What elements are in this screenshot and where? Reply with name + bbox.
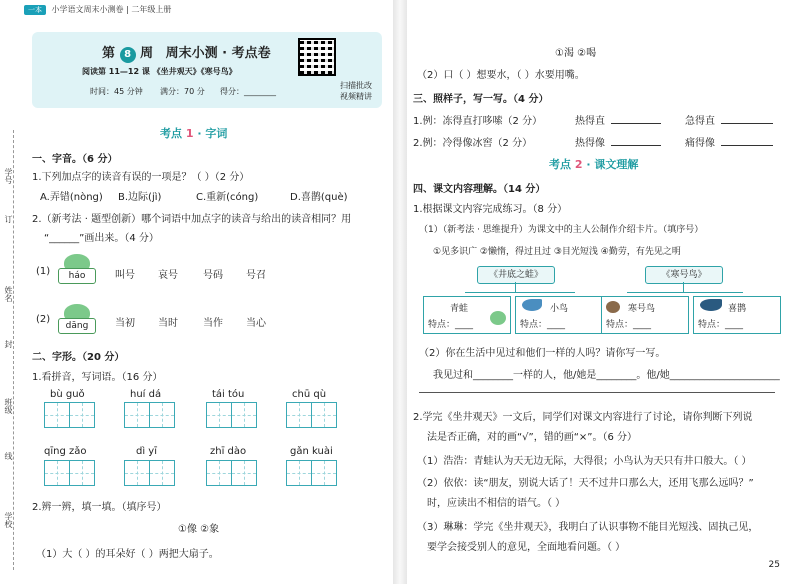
pinyin-7: zhī dào (210, 446, 247, 457)
frog-icon (58, 302, 96, 336)
class-label: 班级 (4, 398, 13, 414)
word-2-3[interactable]: 当作 (203, 318, 223, 329)
connector (515, 282, 516, 292)
brand-logo: 一本 (24, 5, 46, 15)
choice-ke: ①渴 ②喝 (555, 48, 597, 59)
qr-text-2: 视频精讲 (340, 92, 372, 101)
judge-3[interactable]: （3）琳琳：学完《坐井观天》，我明白了认识事物不能目光短浅、固执己见， (417, 522, 759, 533)
writing-grid[interactable] (286, 402, 336, 428)
pinyin-2: huí dá (130, 389, 162, 400)
word-1-4[interactable]: 号召 (246, 270, 266, 281)
header: 一本 小学语文周末小测卷 | 二年级上册 (24, 4, 171, 15)
right-page (405, 0, 800, 584)
question-4-1: （1）大（ ）的耳朵好（ ）两把大扇子。 (36, 549, 219, 560)
book-tag-2: 《寒号鸟》 (645, 266, 723, 284)
test-title: 周末小测 · 考点卷 (165, 46, 271, 61)
connector (683, 282, 684, 292)
magpie-icon (700, 299, 722, 311)
banner-subtitle: 阅读第 11—12 课 《坐井观天》《寒号鸟》 (82, 67, 237, 76)
frog-icon (58, 252, 96, 286)
question-4: 2.辨一辨，填一填。（填序号） (32, 502, 167, 513)
question-5-1: （1）（新考法 · 思维提升）为课文中的主人公制作介绍卡片。（填序号） (419, 225, 704, 235)
card-bird-name: 小鸟 (550, 304, 569, 314)
judge-2[interactable]: （2）依依：读“朋友，别说大话了！天不过井口那么大，还用飞那么远吗？” (417, 478, 754, 489)
example-1-b: 急得直 (685, 116, 715, 127)
connector (465, 292, 575, 293)
trait-options: ①见多识广 ②懒惰，得过且过 ③目光短浅 ④勤劳，有先见之明 (433, 247, 681, 257)
qr-text-1: 扫描批改 (340, 81, 372, 90)
word-1-1[interactable]: 叫号 (115, 270, 135, 281)
connector (627, 292, 743, 293)
left-page (0, 0, 395, 584)
card-hanhao (601, 296, 689, 334)
title-banner (32, 32, 382, 108)
writing-grid[interactable] (124, 460, 174, 486)
header-grade: 二年级上册 (131, 5, 172, 14)
bird-icon (522, 299, 542, 311)
pinyin-8: gǎn kuài (290, 446, 333, 457)
q1-option-a[interactable]: A.弄错(nòng) (40, 192, 103, 203)
word-1-2[interactable]: 哀号 (158, 270, 178, 281)
question-6-cont: 法是否正确，对的画“√”，错的画“×”。（6 分） (427, 432, 638, 443)
answer-line[interactable] (721, 123, 773, 124)
writing-grid[interactable] (286, 460, 336, 486)
writing-grid[interactable] (206, 402, 256, 428)
pinyin-4: chū qù (292, 389, 327, 400)
q1-option-d[interactable]: D.喜鹊(què) (290, 192, 348, 203)
section-heading-1: 考点 1 · 字词 (160, 127, 228, 140)
binding-mark: 线 (4, 452, 13, 460)
question-5-2-fill[interactable]: 我见过和________一样的人，他/她是________。他/她______________________ (433, 370, 780, 381)
question-3: 1.看拼音，写词语。（16 分） (32, 372, 163, 383)
banner-score: 满分：70 分 (160, 87, 205, 96)
card-bird (515, 296, 603, 334)
fill-2: （2）口（ ）想要水，（ ）水要用嘴。 (417, 70, 585, 81)
section-examples: 三、照样子，写一写。（4 分） (413, 94, 549, 105)
binding-mark: 订 (4, 215, 13, 223)
section-comprehension: 四、课文内容理解。（14 分） (413, 184, 546, 195)
card-frog-trait[interactable]: 特点：____ (428, 320, 474, 330)
q1-option-c[interactable]: C.重新(cóng) (196, 192, 259, 203)
week-title: 第 8 周 周末小测 · 考点卷 (102, 46, 271, 61)
row-1-label: (1) (36, 266, 51, 277)
section-heading-2: 考点 2 · 课文理解 (549, 158, 639, 171)
question-2-cont: “______”画出来。（4 分） (44, 233, 159, 244)
student-number-label: 学号 (4, 168, 13, 184)
question-2: 2.（新考法 · 题型创新）哪个词语中加点字的读音与给出的读音相同？用 (32, 214, 352, 225)
banner-got: 得分：________ (220, 87, 276, 96)
school-label: 学校 (4, 512, 13, 528)
card-magpie (693, 296, 781, 334)
example-2-a: 热得像 (575, 138, 605, 149)
word-2-4[interactable]: 当心 (246, 318, 266, 329)
pinyin-6: dì yī (136, 446, 158, 457)
section-characters: 二、字形。（20 分） (32, 352, 125, 363)
card-frog (423, 296, 511, 334)
pinyin-hao: háo (58, 268, 96, 284)
card-magpie-name: 喜鹊 (728, 304, 747, 314)
header-title: 小学语文周末小测卷 (51, 5, 124, 14)
example-1-a: 热得直 (575, 116, 605, 127)
answer-line[interactable] (721, 145, 773, 146)
pinyin-dang: dāng (58, 318, 96, 334)
card-magpie-trait[interactable]: 特点：____ (698, 320, 744, 330)
example-2: 2.例：冷得像冰窖（2 分） (413, 138, 533, 149)
answer-line[interactable] (611, 145, 661, 146)
card-hanhao-trait[interactable]: 特点：____ (606, 320, 652, 330)
banner-time: 时间：45 分钟 (90, 87, 143, 96)
question-6: 2.学完《坐井观天》一文后，同学们对课文内容进行了讨论，请你判断下列说 (413, 412, 753, 423)
pinyin-1: bù guǒ (50, 389, 85, 400)
writing-grid[interactable] (124, 402, 174, 428)
writing-grid[interactable] (44, 402, 94, 428)
qr-code-icon[interactable] (298, 38, 336, 76)
writing-grid[interactable] (44, 460, 94, 486)
section-phonetics: 一、字音。（6 分） (32, 154, 118, 165)
question-5-2: （2）你在生活中见过和他们一样的人吗？请你写一写。 (419, 348, 666, 359)
question-1: 1.下列加点字的读音有误的一项是？（ ）（2 分） (32, 172, 250, 183)
judge-3-cont: 要学会接受别人的意见，全面地看问题。（ ） (427, 542, 626, 553)
example-1: 1.例：冻得直打哆嗦（2 分） (413, 116, 543, 127)
pinyin-5: qīng zǎo (44, 446, 87, 457)
week-number: 8 (120, 47, 136, 63)
binding-line (13, 130, 14, 570)
pinyin-3: tái tóu (212, 389, 245, 400)
card-bird-trait[interactable]: 特点：____ (520, 320, 566, 330)
answer-line[interactable] (611, 123, 661, 124)
word-1-3[interactable]: 号码 (203, 270, 223, 281)
q1-option-b[interactable]: B.边际(jì) (118, 192, 162, 203)
book-tag-1: 《井底之蛙》 (477, 266, 555, 284)
answer-line[interactable] (419, 392, 775, 393)
writing-grid[interactable] (206, 460, 256, 486)
page-number: 25 (768, 560, 780, 570)
choice-xiang: ①像 ②象 (178, 524, 220, 535)
judge-1[interactable]: （1）浩浩：青蛙认为天无边无际，大得很；小鸟认为天只有井口般大。（ ） (417, 456, 752, 467)
row-2-label: (2) (36, 314, 51, 325)
card-frog-name: 青蛙 (450, 304, 469, 314)
card-hanhao-name: 寒号鸟 (628, 304, 656, 314)
owl-icon (606, 301, 620, 313)
word-2-1[interactable]: 当初 (115, 318, 135, 329)
frog-icon (490, 311, 506, 325)
binding-mark: 封 (4, 340, 13, 348)
judge-2-cont: 时，应读出不相信的语气。（ ） (427, 498, 566, 509)
word-2-2[interactable]: 当时 (158, 318, 178, 329)
question-5: 1.根据课文内容完成练习。（8 分） (413, 204, 568, 215)
binding-margin (0, 0, 22, 584)
example-2-b: 痛得像 (685, 138, 715, 149)
name-label: 姓名 (4, 286, 13, 302)
